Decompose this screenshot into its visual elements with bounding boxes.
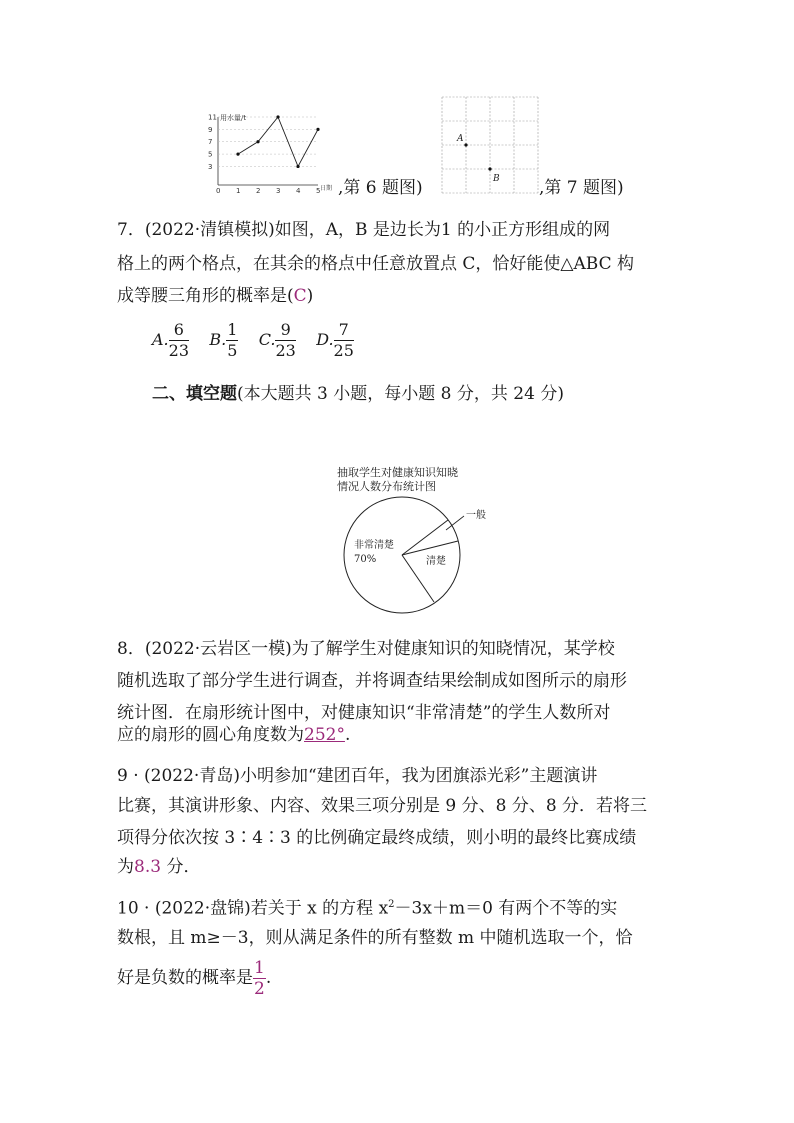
q10-line1-end: －3x＋m＝0 有两个不等的实 [394, 898, 618, 919]
fig7-grid-figure [441, 96, 541, 194]
fig6-xtick-label: 0 [216, 187, 221, 195]
fig6-data-point [256, 140, 259, 143]
q10-line2: 数根，且 m≥－3，则从满足条件的所有整数 m 中随机选取一个，恰 [117, 928, 633, 948]
fig7-grid-lines [442, 97, 538, 193]
pie-label-general: 一般 [466, 510, 486, 521]
pie-label-percent: 70% [354, 554, 377, 565]
fig6-ylabel: 用水量/t [220, 114, 247, 122]
q8-line4-end: . [344, 725, 351, 745]
q10-line3-text: 好是负数的概率是 [117, 968, 253, 988]
section2-desc: (本大题共 3 小题，每小题 8 分，共 24 分) [237, 384, 564, 404]
q9-line4-text: 为 [117, 857, 134, 877]
q9-line3: 项得分依次按 3∶4∶3 的比例确定最终成绩，则小明的最终比赛成绩 [117, 828, 637, 848]
q10-line3-end: . [265, 968, 272, 988]
fig6-grid [218, 117, 318, 166]
fig6-ytick-labels [208, 114, 217, 171]
pie-label-clear: 清楚 [426, 556, 446, 567]
pie-leader-line [446, 516, 464, 530]
section2-heading [152, 386, 564, 403]
fig6-xlabel: 日期 [320, 185, 333, 192]
q9-line1: 9 · (2022·青岛)小明参加“建团百年，我为团旗添光彩”主题演讲 [117, 766, 598, 786]
pie-title-line2: 情况人数分布统计图 [337, 480, 436, 493]
q7-option-a: A. $\frac{6}{23}$ [152, 320, 189, 360]
q7-answer: C [293, 286, 307, 306]
fig6-ytick-label: 11 [208, 113, 217, 122]
fig6-xtick-label: 2 [256, 187, 261, 195]
fig6-xtick-label: 5 [316, 187, 321, 195]
q10-line3 [117, 958, 271, 999]
q8-line2: 随机选取了部分学生进行调查，并将调查结果绘制成如图所示的扇形 [117, 671, 627, 691]
q7-line3-text: 成等腰三角形的概率是( [117, 286, 294, 306]
q7-line2: 格上的两个格点，在其余的格点中任意放置点 C，恰好能使△ABC 构 [117, 254, 634, 274]
fig7-caption: ,第 7 题图) [539, 178, 624, 198]
q7-line1: 7．(2022·清镇模拟)如图，A，B 是边长为1 的小正方形组成的网 [117, 220, 611, 240]
q7-option-d: D. $\frac{7}{25}$ [316, 320, 354, 360]
fig6-data-point [296, 165, 299, 168]
section2-title: 二、填空题 [152, 384, 237, 404]
pie-label-very-clear: 非常清楚 [354, 540, 394, 551]
q8-answer: 252° [304, 725, 345, 745]
fig6-xtick-label: 4 [296, 187, 301, 195]
fig6-ytick-label: 3 [208, 162, 213, 171]
q7-option-b: B. $\frac{1}{5}$ [209, 320, 238, 360]
fig6-xtick-labels [216, 187, 320, 195]
q7-line3 [117, 288, 313, 305]
fig6-xtick-label: 1 [236, 187, 241, 195]
q8-line1: 8．(2022·云岩区一模)为了解学生对健康知识的知晓情况，某学校 [117, 639, 615, 659]
fig6-ytick-label: 7 [208, 138, 213, 147]
q7-options [152, 320, 354, 361]
q9-line2: 比赛，其演讲形象、内容、效果三项分别是 9 分、8 分、8 分．若将三 [117, 796, 648, 816]
fig6-data-point [236, 152, 239, 155]
q10-exponent: 2 [388, 899, 395, 910]
fig6-ytick-label: 9 [208, 125, 213, 134]
fig6-data-point [316, 128, 319, 131]
fig6-xtick-label: 3 [276, 187, 281, 195]
fig7-label-b: B [493, 174, 500, 184]
q10-line1-text: 10 · (2022·盘锦)若关于 x 的方程 x [117, 898, 389, 919]
q10-line1 [117, 900, 617, 918]
pie-title-line1: 抽取学生对健康知识知晓 [337, 466, 458, 479]
q9-line4 [117, 859, 200, 876]
fig7-point-b [488, 167, 491, 170]
fig7-point-a [464, 143, 467, 146]
fig7-label-a: A [457, 134, 464, 144]
pie-chart [340, 494, 490, 616]
fig6-ytick-label: 5 [208, 150, 213, 159]
fig6-line-chart [196, 110, 341, 200]
fig6-caption: ,第 6 题图) [338, 178, 423, 198]
q8-line4-text: 应的扇形的圆心角度数为 [117, 725, 304, 745]
fig6-data-point [276, 115, 279, 118]
q9-line4-end: 分． [166, 857, 201, 877]
q9-answer: 8.3 [134, 857, 162, 877]
q10-answer: $\frac{1}{2}$ [254, 958, 265, 999]
q8-line4 [117, 727, 350, 744]
q8-line3: 统计图．在扇形统计图中，对健康知识“非常清楚”的学生人数所对 [117, 703, 611, 723]
q7-option-c: C. $\frac{9}{23}$ [258, 320, 296, 360]
q7-line3-end: ) [306, 286, 314, 306]
